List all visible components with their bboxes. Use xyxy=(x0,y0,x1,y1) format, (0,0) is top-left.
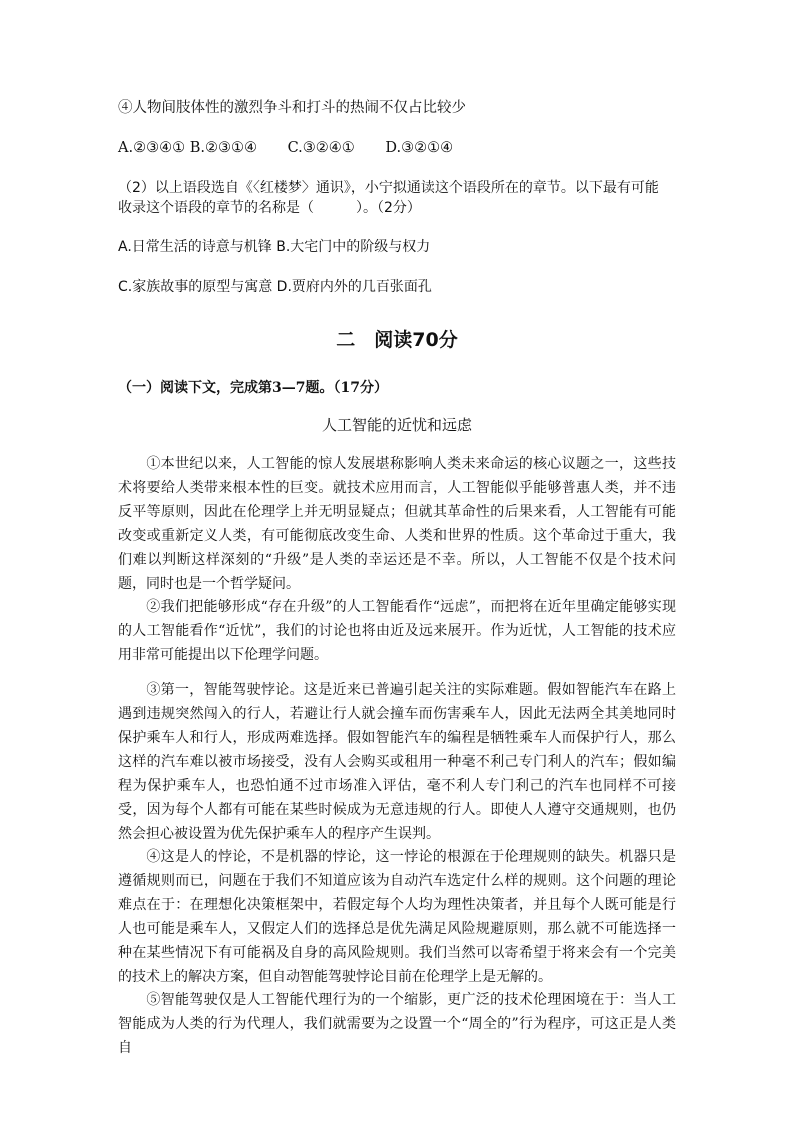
section-heading: （一）阅读下文，完成第3—7题。（17分） xyxy=(118,380,388,396)
q2-options-cd: C.家族故事的原型与寓意 D.贾府内外的几百张面孔 xyxy=(118,279,432,295)
paragraph-4-text: ④这是人的悖论，不是机器的悖论，这一悖论的根源在于伦理规则的缺失。机器只是遵循规则而已，问题在于我们不知道应该为自动汽车选定什么样的规则。这个问题的理论难点在于：在理想化决策框架中，若假定每个人均为理性决策者，并且每个人既可能是行人也可能是乘车人，又假定人们的选择总是优先满足风险规避原则，那么就不可能选择一种在某些情况下有可能祸及自身的高风险规则。我们当然可以寄希望于将来会有一个完美的技术上的解决方案，但自动智能驾驶悖论目前在伦理学上是无解的。 xyxy=(118,849,676,985)
q1-options xyxy=(118,138,678,158)
paragraph-3-text: ③第一，智能驾驶悖论。这是近来已普遍引起关注的实际难题。假如智能汽车在路上遇到违规突然闯入的行人，若避让行人就会撞车而伤害乘车人，因此无法两全其美地同时保护乘车人和行人，形成两难选择。假如智能汽车的编程是牺牲乘车人而保护行人，那么这样的汽车难以被市场接受，没有人会购买或租用一种毫不利己专门利人的汽车；假如编程为保护乘车人，也恐怕通不过市场准入评估，毫不利人专门利己的汽车也同样不可接受，因为每个人都有可能在某些时候成为无意违规的行人。即使人人遵守交通规则，也仍然会担心被设置为优先保护乘车人的程序产生误判。 xyxy=(118,682,676,842)
paragraph-4 xyxy=(118,845,676,989)
option-d: D.③②①④ xyxy=(385,140,454,156)
paragraph-1-text: ①本世纪以来，人工智能的惊人发展堪称影响人类未来命运的核心议题之一，这些技术将要给人类带来根本性的巨变。就技术应用而言，人工智能似乎能够普惠人类，并不违反平等原则，因此在伦理学上并无明显疑点；但就其革命性的后果来看，人工智能有可能改变或重新定义人类，有可能彻底改变生命、人类和世界的性质。这个革命过于重大，我们难以判断这样深刻的“升级”是人类的幸运还是不幸。所以，人工智能不仅是个技术问题，同时也是一个哲学疑问。 xyxy=(118,456,676,592)
option-c: C.③②④① xyxy=(287,140,355,156)
option-b: B.②③①④ xyxy=(189,140,257,156)
paragraph-5 xyxy=(118,988,676,1060)
option-a: A.②③④① xyxy=(118,140,186,156)
q2-stem-line1: （2）以上语段选自《〈红楼梦〉通识》，小宁拟通读这个语段所在的章节。以下最有可能 xyxy=(118,180,659,196)
article-title: 人工智能的近忧和远虑 xyxy=(321,416,472,434)
paragraph-5-text: ⑤智能驾驶仅是人工智能代理行为的一个缩影，更广泛的技术伦理困境在于：当人工智能成为人类的行为代理人，我们就需要为之设置一个“周全的”行为程序，可这正是人类自 xyxy=(118,992,676,1056)
q1-item-4: ④人物间肢体性的激烈争斗和打斗的热闹不仅占比较少 xyxy=(118,100,466,116)
q2-options-ab: A.日常生活的诗意与机锋 B.大宅门中的阶级与权力 xyxy=(118,239,431,255)
part-heading: 二 阅读70分 xyxy=(336,329,458,351)
q2-stem-line2: 收录这个语段的章节的名称是（ ）。（2分） xyxy=(118,200,421,216)
paragraph-2-text: ②我们把能够形成“存在升级”的人工智能看作“远虑”，而把将在近年里确定能够实现的人工智能看作“近忧”，我们的讨论也将由近及远来展开。作为近忧，人工智能的技术应用非常可能提出以下伦理学问题。 xyxy=(118,599,676,663)
paragraph-1 xyxy=(118,452,676,596)
paragraph-2 xyxy=(118,595,676,667)
paragraph-3 xyxy=(118,678,676,846)
